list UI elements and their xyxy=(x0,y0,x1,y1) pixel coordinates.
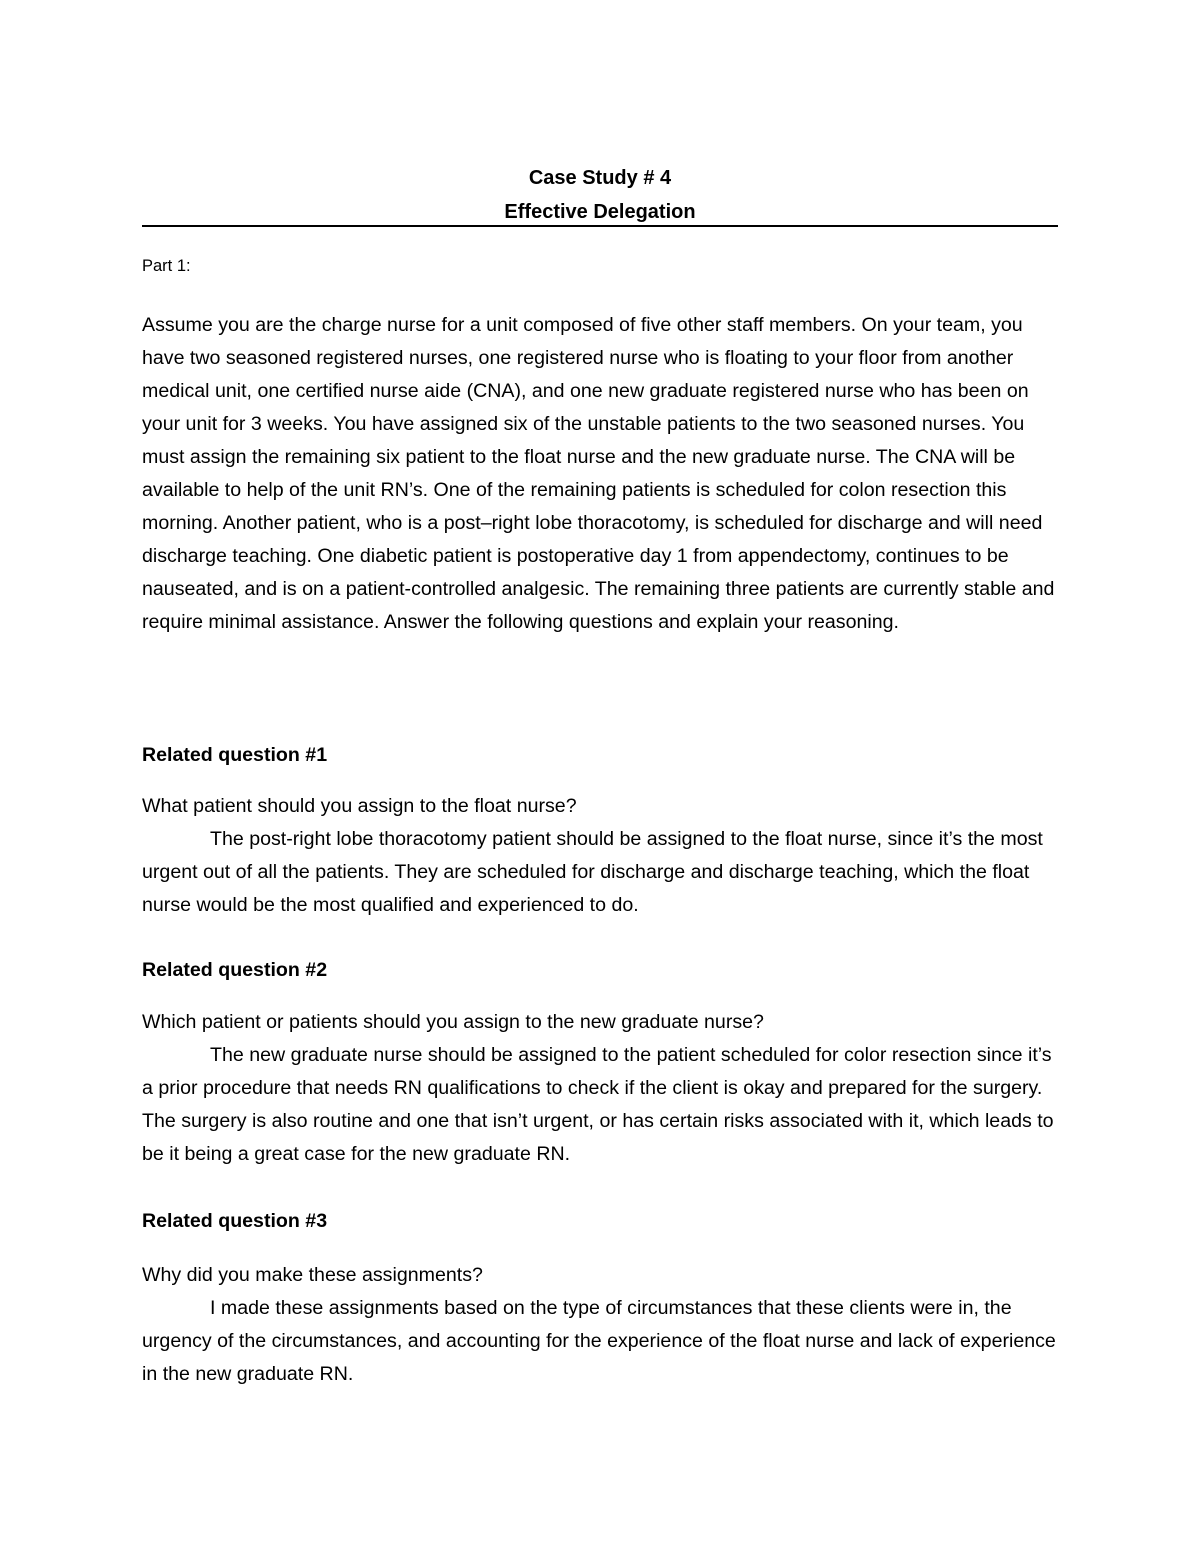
question-3-text: Why did you make these assignments? xyxy=(142,1264,483,1286)
question-1-heading: Related question #1 xyxy=(142,744,328,766)
document-title: Case Study # 4 xyxy=(528,167,672,189)
question-2-heading: Related question #2 xyxy=(142,959,328,981)
question-2-answer: The new graduate nurse should be assigned to the patient scheduled for color resection since it’s a prior procedure that needs RN qualifications to check if the client is okay and prepared for the surgery. The surgery is also routine and one that isn’t urgent, or has certain risks associated with it, which leads to be it being a great case for the new graduate RN. xyxy=(142,1044,1054,1165)
question-3-heading: Related question #3 xyxy=(142,1210,328,1232)
document-page xyxy=(142,0,1060,1553)
question-1-answer: The post-right lobe thoracotomy patient should be assigned to the float nurse, since it’s the most urgent out of all the patients. They are scheduled for discharge and discharge teaching, which the float nurse would be the most qualified and experienced to do. xyxy=(142,828,1043,916)
question-2-text: Which patient or patients should you assign to the new graduate nurse? xyxy=(142,1011,764,1033)
part-label: Part 1: xyxy=(142,257,191,275)
question-1-text: What patient should you assign to the float nurse? xyxy=(142,795,577,817)
document-subtitle: Effective Delegation xyxy=(504,201,696,223)
question-3-answer: I made these assignments based on the type of circumstances that these clients were in, the urgency of the circumstances, and accounting for the experience of the float nurse and lack of experience in the new graduate RN. xyxy=(142,1297,1056,1385)
title-divider xyxy=(142,225,1058,227)
intro-paragraph: Assume you are the charge nurse for a unit composed of five other staff members. On your team, you have two seasoned registered nurses, one registered nurse who is floating to your floor from another medical unit, one certified nurse aide (CNA), and one new graduate registered nurse who has been on your unit for 3 weeks. You have assigned six of the unstable patients to the two seasoned nurses. You must assign the remaining six patient to the float nurse and the new graduate nurse. The CNA will be available to help of the unit RN’s. One of the remaining patients is scheduled for colon resection this morning. Another patient, who is a post–right lobe thoracotomy, is scheduled for discharge and will need discharge teaching. One diabetic patient is postoperative day 1 from appendectomy, continues to be nauseated, and is on a patient-controlled analgesic. The remaining three patients are currently stable and require minimal assistance. Answer the following questions and explain your reasoning. xyxy=(142,314,1055,633)
